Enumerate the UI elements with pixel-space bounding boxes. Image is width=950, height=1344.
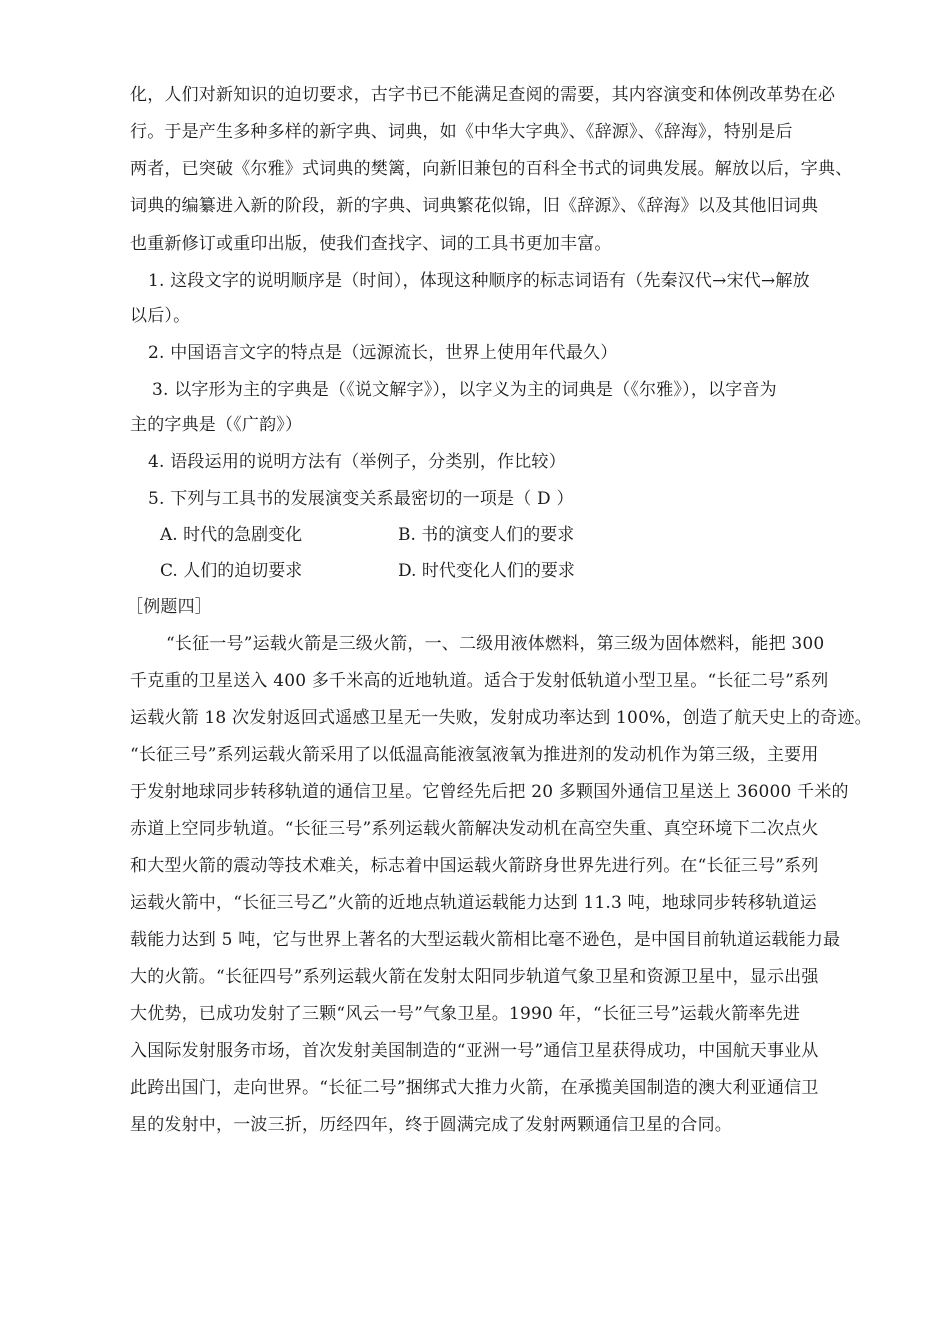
example-line: “长征三号”系列运载火箭采用了以低温高能液氢液氧为推进剂的发动机作为第三级，主要用 xyxy=(130,745,819,765)
passage-line: 两者，已突破《尔雅》式词典的樊篱，向新旧兼包的百科全书式的词典发展。解放以后，字典、 xyxy=(130,159,853,179)
question-1-line-2: 以后）。 xyxy=(130,306,191,326)
option-c: C. 人们的迫切要求 xyxy=(160,561,303,581)
example-line: 于发射地球同步转移轨道的通信卫星。它曾经先后把 20 多颗国外通信卫星送上 36000 千米的 xyxy=(130,782,849,802)
question-1-line-1: 1. 这段文字的说明顺序是（时间），体现这种顺序的标志词语有（先秦汉代→宋代→解放 xyxy=(148,271,810,291)
example-line: 入国际发射服务市场，首次发射美国制造的“亚洲一号”通信卫星获得成功，中国航天事业从 xyxy=(130,1041,819,1061)
passage-line: 化，人们对新知识的迫切要求，古字书已不能满足查阅的需要，其内容演变和体例改革势在必 xyxy=(130,85,836,105)
option-b: B. 书的演变人们的要求 xyxy=(398,525,575,545)
example-line: 载能力达到 5 吨，它与世界上著名的大型运载火箭相比毫不逊色，是中国目前轨道运载能力最 xyxy=(130,930,841,950)
example-line: “长征一号”运载火箭是三级火箭，一、二级用液体燃料，第三级为固体燃料，能把 300 xyxy=(166,634,825,654)
example-line: 大优势，已成功发射了三颗“风云一号”气象卫星。1990 年，“长征三号”运载火箭率先进 xyxy=(130,1004,801,1024)
question-3-line-2: 主的字典是（《广韵》） xyxy=(130,415,303,435)
passage-line: 词典的编纂进入新的阶段，新的字典、词典繁花似锦，旧《辞源》、《辞海》以及其他旧词典 xyxy=(130,196,819,216)
example-line: 运载火箭中，“长征三号乙”火箭的近地点轨道运载能力达到 11.3 吨，地球同步转移轨道运 xyxy=(130,893,817,913)
example-heading: ［例题四］ xyxy=(126,597,212,617)
example-line: 运载火箭 18 次发射返回式遥感卫星无一失败，发射成功率达到 100%，创造了航天史上的奇迹。 xyxy=(130,708,872,728)
passage-line: 行。于是产生多种多样的新字典、词典，如《中华大字典》、《辞源》、《辞海》，特别是后 xyxy=(130,122,793,142)
question-4: 4. 语段运用的说明方法有（举例子，分类别，作比较） xyxy=(148,452,566,472)
example-line: 千克重的卫星送入 400 多千米高的近地轨道。适合于发射低轨道小型卫星。“长征二号”系列 xyxy=(130,671,829,691)
question-5: 5. 下列与工具书的发展演变关系最密切的一项是（ D ） xyxy=(148,489,574,509)
question-3-line-1: 3. 以字形为主的字典是（《说文解字》），以字义为主的词典是（《尔雅》），以字音为 xyxy=(152,380,777,400)
option-a: A. 时代的急剧变化 xyxy=(160,525,303,545)
example-line: 星的发射中，一波三折，历经四年，终于圆满完成了发射两颗通信卫星的合同。 xyxy=(130,1115,732,1135)
example-line: 大的火箭。“长征四号”系列运载火箭在发射太阳同步轨道气象卫星和资源卫星中，显示出强 xyxy=(130,967,819,987)
example-line: 赤道上空同步轨道。“长征三号”系列运载火箭解决发动机在高空失重、真空环境下二次点火 xyxy=(130,819,819,839)
option-d: D. 时代变化人们的要求 xyxy=(398,561,575,581)
example-line: 此跨出国门，走向世界。“长征二号”捆绑式大推力火箭，在承揽美国制造的澳大利亚通信卫 xyxy=(130,1078,819,1098)
passage-line: 也重新修订或重印出版，使我们查找字、词的工具书更加丰富。 xyxy=(130,234,612,254)
example-line: 和大型火箭的震动等技术难关，标志着中国运载火箭跻身世界先进行列。在“长征三号”系列 xyxy=(130,856,819,876)
question-2: 2. 中国语言文字的特点是（远源流长，世界上使用年代最久） xyxy=(148,343,618,363)
